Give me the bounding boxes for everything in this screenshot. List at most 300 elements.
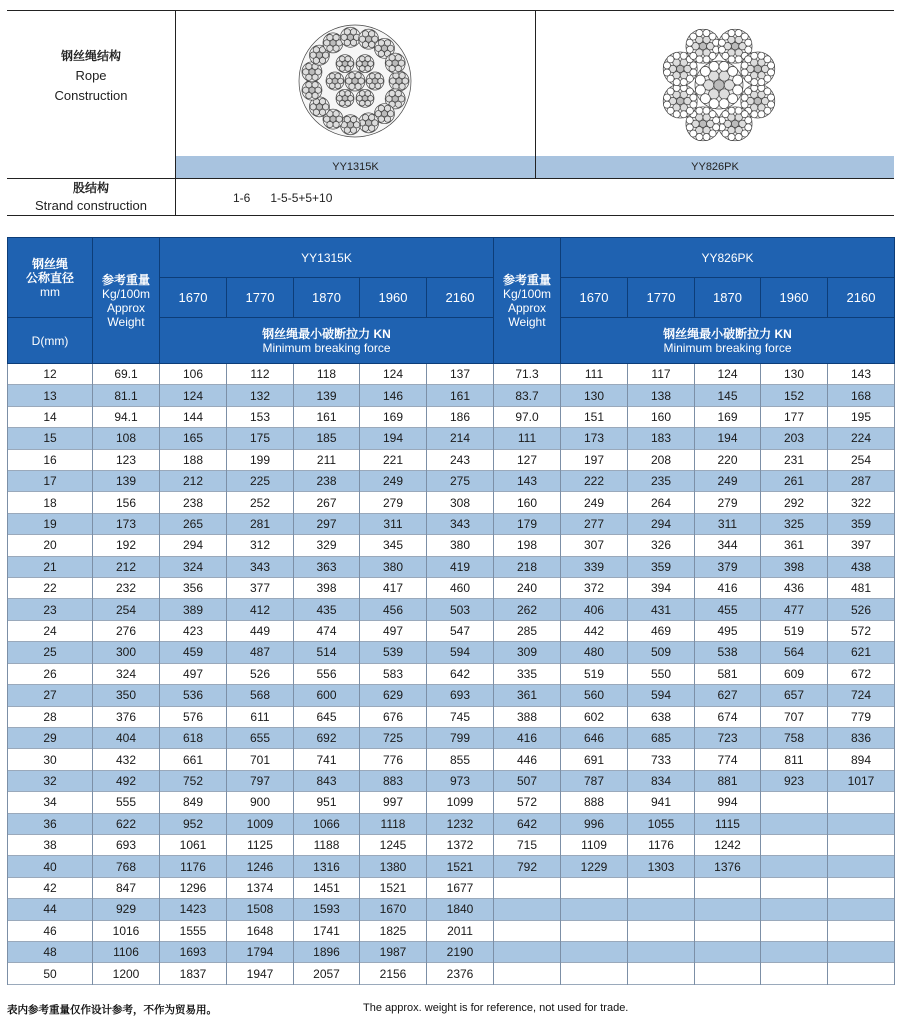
table-cell: 261 (761, 471, 828, 492)
table-cell: 1987 (360, 941, 427, 962)
wire-circle (365, 56, 371, 62)
table-cell: 285 (494, 620, 561, 641)
table-cell: 692 (294, 727, 360, 748)
table-cell: 497 (160, 663, 227, 684)
table-cell (761, 963, 828, 984)
table-cell: 144 (160, 406, 227, 427)
table-cell: 1232 (427, 813, 494, 834)
table-cell: 799 (427, 727, 494, 748)
table-cell: 232 (93, 578, 160, 599)
table-cell: 225 (227, 471, 294, 492)
table-cell: 2011 (427, 920, 494, 941)
wire-circle (350, 29, 356, 35)
table-cell: 143 (494, 471, 561, 492)
wire-circle (713, 117, 720, 124)
wire-circle (745, 39, 752, 46)
table-cell: 343 (427, 513, 494, 534)
table-cell: 13 (8, 385, 93, 406)
rope-cross-section-yy1315k-image (297, 23, 413, 144)
table-cell: 556 (294, 663, 360, 684)
table-row (8, 642, 895, 663)
wire-circle (399, 83, 405, 89)
table-cell: 311 (695, 513, 761, 534)
table-cell: 480 (561, 642, 628, 663)
table-cell: 661 (160, 749, 227, 770)
table-cell: 21 (8, 556, 93, 577)
wire-circle (703, 133, 710, 140)
table-cell: 188 (160, 449, 227, 470)
table-cell: 276 (93, 620, 160, 641)
table-row (8, 513, 895, 534)
table-cell: 14 (8, 406, 93, 427)
table-cell: 262 (494, 599, 561, 620)
wire-circle (395, 101, 401, 107)
table-cell: 758 (761, 727, 828, 748)
table-cell: 456 (360, 599, 427, 620)
table-cell (561, 941, 628, 962)
wire-circle (695, 85, 705, 95)
table-cell: 168 (828, 385, 895, 406)
table-cell: 279 (360, 492, 427, 513)
table-cell: 254 (828, 449, 895, 470)
table-cell: 267 (294, 492, 360, 513)
table-cell: 83.7 (494, 385, 561, 406)
table-cell: 1188 (294, 834, 360, 855)
grade-header: 1870 (294, 278, 360, 318)
rope-construction-label: 钢丝绳结构 Rope Construction (54, 49, 128, 103)
table-cell (761, 813, 828, 834)
table-cell: 29 (8, 727, 93, 748)
table-cell: 657 (761, 685, 828, 706)
table-cell: 526 (828, 599, 895, 620)
table-cell (494, 877, 561, 898)
table-cell: 18 (8, 492, 93, 513)
table-cell: 307 (561, 535, 628, 556)
min-breaking-force-header-yy826pk: 钢丝绳最小破断拉力 KN Minimum breaking force (561, 318, 895, 364)
table-cell: 161 (427, 385, 494, 406)
table-cell: 177 (761, 406, 828, 427)
wire-circle (741, 69, 748, 76)
table-cell: 474 (294, 620, 360, 641)
wire-circle (703, 56, 710, 63)
table-cell: 1176 (160, 856, 227, 877)
table-cell: 106 (160, 364, 227, 385)
wire-circle (369, 125, 375, 131)
table-cell: 199 (227, 449, 294, 470)
table-cell: 1677 (427, 877, 494, 898)
grade-header: 1770 (227, 278, 294, 318)
table-cell: 389 (160, 599, 227, 620)
table-cell: 312 (227, 535, 294, 556)
footnote (7, 1002, 894, 1018)
table-cell: 1246 (227, 856, 294, 877)
table-cell: 888 (561, 792, 628, 813)
table-cell: 481 (828, 578, 895, 599)
table-row (8, 663, 895, 684)
table-row (8, 792, 895, 813)
approx-weight-header-yy1315k: 参考重量 Kg/100m Approx Weight (93, 238, 160, 364)
wire-circle (384, 116, 390, 122)
table-cell: 1896 (294, 941, 360, 962)
wire-circle (758, 111, 765, 118)
table-cell: 40 (8, 856, 93, 877)
grade-header: 1670 (160, 278, 227, 318)
table-cell: 2057 (294, 963, 360, 984)
table-cell: 50 (8, 963, 93, 984)
table-cell: 707 (761, 706, 828, 727)
wire-circle (362, 114, 368, 120)
wire-circle (384, 40, 390, 46)
table-cell: 145 (695, 385, 761, 406)
table-cell: 183 (628, 428, 695, 449)
table-cell: 335 (494, 663, 561, 684)
table-cell: 526 (227, 663, 294, 684)
table-cell: 350 (93, 685, 160, 706)
table-cell: 752 (160, 770, 227, 791)
strand-construction-label: 股结构 Strand construction (34, 181, 147, 213)
table-cell: 1176 (628, 834, 695, 855)
table-cell: 15 (8, 428, 93, 449)
table-cell: 1115 (695, 813, 761, 834)
wire-circle (319, 109, 325, 115)
table-cell: 645 (294, 706, 360, 727)
table-cell: 238 (160, 492, 227, 513)
table-cell (828, 877, 895, 898)
wire-circle (673, 52, 680, 59)
wire-circle (329, 73, 335, 79)
table-cell: 572 (494, 792, 561, 813)
table-cell: 130 (761, 364, 828, 385)
table-cell: 32 (8, 770, 93, 791)
table-cell: 855 (427, 749, 494, 770)
table-cell: 2376 (427, 963, 494, 984)
table-cell: 198 (494, 535, 561, 556)
table-cell: 322 (828, 492, 895, 513)
wire-circle (733, 85, 743, 95)
table-cell: 836 (828, 727, 895, 748)
table-cell: 211 (294, 449, 360, 470)
table-cell: 1794 (227, 941, 294, 962)
table-cell (828, 899, 895, 920)
table-cell: 618 (160, 727, 227, 748)
table-cell: 19 (8, 513, 93, 534)
table-cell: 139 (294, 385, 360, 406)
table-cell: 1593 (294, 899, 360, 920)
table-cell: 249 (360, 471, 427, 492)
table-cell: 27 (8, 685, 93, 706)
wire-circle (355, 72, 361, 78)
table-cell: 252 (227, 492, 294, 513)
wire-circle (745, 117, 752, 124)
table-cell: 602 (561, 706, 628, 727)
wire-circle (333, 45, 339, 51)
table-cell: 311 (360, 513, 427, 534)
table-cell: 343 (227, 556, 294, 577)
wire-circle (369, 31, 375, 37)
wire-circle (728, 29, 735, 36)
table-cell: 380 (427, 535, 494, 556)
table-cell: 1009 (227, 813, 294, 834)
table-cell: 1229 (561, 856, 628, 877)
table-cell: 1066 (294, 813, 360, 834)
table-cell: 642 (427, 663, 494, 684)
table-cell: 627 (695, 685, 761, 706)
table-cell (761, 941, 828, 962)
table-cell: 139 (93, 471, 160, 492)
table-cell: 594 (628, 685, 695, 706)
table-row (8, 856, 895, 877)
table-cell: 685 (628, 727, 695, 748)
table-cell: 1670 (360, 899, 427, 920)
table-cell: 779 (828, 706, 895, 727)
table-cell: 22 (8, 578, 93, 599)
wire-circle (695, 75, 705, 85)
wire-circle (758, 79, 765, 86)
table-cell (828, 941, 895, 962)
wire-circle (741, 101, 748, 108)
table-cell: 1016 (93, 920, 160, 941)
table-cell: 1372 (427, 834, 494, 855)
wire-circle (680, 79, 687, 86)
footnote-cn: 表内参考重量仅作设计参考，不作为贸易用。 (7, 1004, 217, 1016)
wire-circle (333, 34, 339, 40)
table-cell: 497 (360, 620, 427, 641)
table-cell (828, 813, 895, 834)
table-cell: 973 (427, 770, 494, 791)
table-cell: 254 (93, 599, 160, 620)
table-cell: 509 (628, 642, 695, 663)
table-cell: 277 (561, 513, 628, 534)
table-cell: 1741 (294, 920, 360, 941)
table-cell: 646 (561, 727, 628, 748)
table-cell: 1693 (160, 941, 227, 962)
wire-circle (350, 116, 356, 122)
table-cell: 356 (160, 578, 227, 599)
table-cell: 124 (160, 385, 227, 406)
wire-circle (718, 46, 725, 53)
table-row (8, 877, 895, 898)
table-cell: 212 (160, 471, 227, 492)
table-cell: 363 (294, 556, 360, 577)
wire-circle (686, 124, 693, 131)
table-cell: 1055 (628, 813, 695, 834)
wire-circle (700, 94, 710, 104)
table-cell: 194 (695, 428, 761, 449)
table-cell (561, 920, 628, 941)
table-cell (695, 877, 761, 898)
table-cell: 514 (294, 642, 360, 663)
table-cell: 264 (628, 492, 695, 513)
table-cell: 44 (8, 899, 93, 920)
table-cell (494, 941, 561, 962)
wire-circle (345, 66, 351, 72)
table-cell: 195 (828, 406, 895, 427)
wire-circle (696, 107, 703, 114)
table-cell: 20 (8, 535, 93, 556)
diameter-unit-header: D(mm) (8, 318, 93, 364)
table-cell: 130 (561, 385, 628, 406)
table-cell: 1555 (160, 920, 227, 941)
table-cell: 715 (494, 834, 561, 855)
table-cell: 438 (828, 556, 895, 577)
table-cell: 883 (360, 770, 427, 791)
table-cell: 432 (93, 749, 160, 770)
table-cell: 600 (294, 685, 360, 706)
table-cell: 583 (360, 663, 427, 684)
table-cell (828, 792, 895, 813)
table-cell: 1099 (427, 792, 494, 813)
table-cell (761, 792, 828, 813)
table-row (8, 834, 895, 855)
table-cell (628, 963, 695, 984)
table-cell: 156 (93, 492, 160, 513)
wire-circle (365, 91, 371, 97)
table-cell (494, 899, 561, 920)
wire-circle (378, 40, 384, 46)
wire-circle (696, 29, 703, 36)
wire-circle (719, 61, 729, 71)
wire-circle (362, 31, 368, 37)
table-cell: 249 (561, 492, 628, 513)
table-cell: 594 (427, 642, 494, 663)
table-cell: 48 (8, 941, 93, 962)
table-cell: 572 (828, 620, 895, 641)
wire-circle (306, 82, 312, 88)
approx-weight-header-yy826pk: 参考重量 Kg/100m Approx Weight (494, 238, 561, 364)
wire-circle (378, 105, 384, 111)
table-cell: 792 (494, 856, 561, 877)
wire-circle (349, 72, 355, 78)
table-cell: 372 (561, 578, 628, 599)
table-row (8, 727, 895, 748)
table-cell (761, 856, 828, 877)
table-cell: 339 (561, 556, 628, 577)
table-cell: 487 (227, 642, 294, 663)
table-row (8, 385, 895, 406)
table-row (8, 471, 895, 492)
table-cell: 768 (93, 856, 160, 877)
table-cell: 2156 (360, 963, 427, 984)
wire-circle (327, 34, 333, 40)
table-row (8, 406, 895, 427)
table-cell: 81.1 (93, 385, 160, 406)
wire-circle (395, 55, 401, 61)
wire-circle (395, 65, 401, 71)
table-cell: 492 (93, 770, 160, 791)
table-cell: 1118 (360, 813, 427, 834)
wire-circle (339, 56, 345, 62)
grade-header: 1870 (695, 278, 761, 318)
table-cell: 1245 (360, 834, 427, 855)
table-cell: 547 (427, 620, 494, 641)
wire-circle (709, 99, 719, 109)
table-cell: 1840 (427, 899, 494, 920)
table-row (8, 428, 895, 449)
table-cell: 894 (828, 749, 895, 770)
table-cell: 292 (761, 492, 828, 513)
strand-construction-values: 1-6 1-5-5+5+10 (233, 191, 333, 205)
table-row (8, 449, 895, 470)
table-cell: 359 (828, 513, 895, 534)
wire-circle (312, 74, 318, 80)
table-cell: 380 (360, 556, 427, 577)
wire-circle (339, 91, 345, 97)
table-cell: 1109 (561, 834, 628, 855)
table-cell: 34 (8, 792, 93, 813)
table-cell: 324 (160, 556, 227, 577)
table-cell: 1825 (360, 920, 427, 941)
table-cell: 847 (93, 877, 160, 898)
wire-circle (375, 73, 381, 79)
table-cell: 111 (494, 428, 561, 449)
table-cell: 127 (494, 449, 561, 470)
table-cell (761, 834, 828, 855)
table-cell: 629 (360, 685, 427, 706)
table-cell: 26 (8, 663, 93, 684)
table-cell: 412 (227, 599, 294, 620)
wire-circle (389, 55, 395, 61)
table-cell: 326 (628, 535, 695, 556)
table-cell: 550 (628, 663, 695, 684)
table-cell: 173 (93, 513, 160, 534)
table-cell: 97.0 (494, 406, 561, 427)
table-row (8, 813, 895, 834)
table-cell: 345 (360, 535, 427, 556)
table-cell: 1296 (160, 877, 227, 898)
wire-circle (375, 83, 381, 89)
table-cell: 622 (93, 813, 160, 834)
table-cell: 560 (561, 685, 628, 706)
table-cell: 123 (93, 449, 160, 470)
table-cell (695, 920, 761, 941)
table-cell: 197 (561, 449, 628, 470)
table-cell: 1200 (93, 963, 160, 984)
wire-circle (319, 98, 325, 104)
table-cell: 1017 (828, 770, 895, 791)
table-cell (761, 899, 828, 920)
table-cell: 179 (494, 513, 561, 534)
wire-circle (355, 83, 361, 89)
table-cell: 536 (160, 685, 227, 706)
wire-circle (395, 90, 401, 96)
table-cell (628, 877, 695, 898)
wire-circle (344, 116, 350, 122)
wire-circle (728, 107, 735, 114)
wire-circle (399, 72, 405, 78)
wire-circle (335, 83, 341, 89)
table-cell: 151 (561, 406, 628, 427)
wire-circle (345, 100, 351, 106)
min-breaking-force-header-yy1315k: 钢丝绳最小破断拉力 KN Minimum breaking force (160, 318, 494, 364)
table-cell: 398 (761, 556, 828, 577)
table-cell: 611 (227, 706, 294, 727)
table-cell: 923 (761, 770, 828, 791)
table-cell: 1374 (227, 877, 294, 898)
wire-circle (344, 29, 350, 35)
table-cell (695, 899, 761, 920)
table-cell: 642 (494, 813, 561, 834)
table-cell: 325 (761, 513, 828, 534)
table-cell: 218 (494, 556, 561, 577)
table-cell: 300 (93, 642, 160, 663)
table-cell: 192 (93, 535, 160, 556)
table-cell: 1521 (360, 877, 427, 898)
table-cell: 797 (227, 770, 294, 791)
rope-cross-section-yy826pk-image (657, 23, 781, 152)
wire-circle (680, 111, 687, 118)
table-cell: 655 (227, 727, 294, 748)
table-cell: 324 (93, 663, 160, 684)
